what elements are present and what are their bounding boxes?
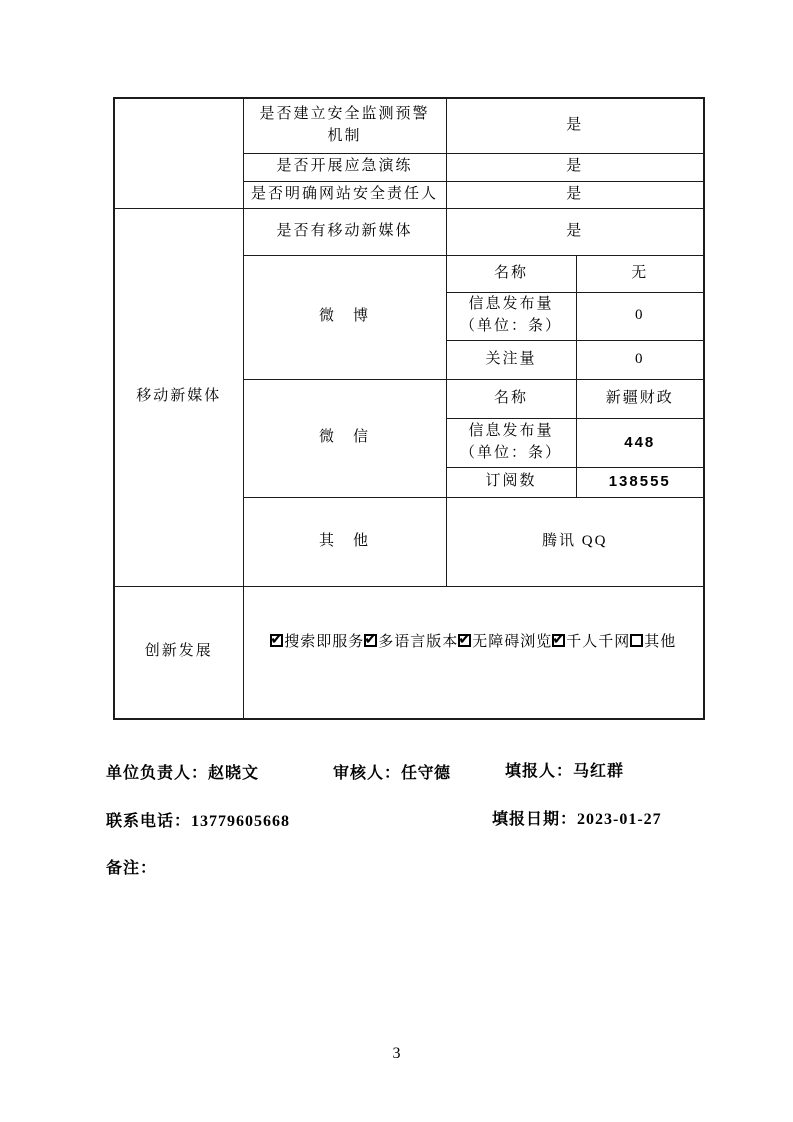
- emergency-drill-label: 是否开展应急演练: [243, 153, 446, 181]
- innovation-option-3: [552, 632, 630, 654]
- page-number: 3: [392, 1045, 401, 1062]
- emergency-drill-value: 是: [446, 153, 704, 181]
- reviewer-label: 审核人：: [333, 765, 402, 782]
- unit-head-line: [106, 760, 259, 783]
- date-label: 填报日期：: [492, 811, 578, 828]
- weibo-followers-value: 0: [576, 340, 704, 379]
- wechat-name-label: 名称: [446, 379, 576, 418]
- checkbox-checked-icon[interactable]: [552, 634, 565, 647]
- date-value: 2023-01-27: [577, 811, 662, 828]
- other-media-value: 腾讯 QQ: [446, 497, 704, 586]
- innovation-option-0: [270, 632, 364, 654]
- innovation-items: [246, 632, 702, 654]
- security-monitor-label: 是否建立安全监测预警 机制: [243, 98, 446, 153]
- checkbox-checked-icon[interactable]: [458, 634, 471, 647]
- weibo-publish-value: 0: [576, 292, 704, 340]
- weibo-label: 微 博: [243, 255, 446, 379]
- weibo-name-label: 名称: [446, 255, 576, 292]
- weibo-name-value: 无: [576, 255, 704, 292]
- wechat-subs-value: 138555: [576, 467, 704, 497]
- weibo-followers-label: 关注量: [446, 340, 576, 379]
- date-line: [492, 806, 662, 829]
- security-monitor-value: 是: [446, 98, 704, 153]
- wechat-subs-label: 订阅数: [446, 467, 576, 497]
- section-cell-empty: [114, 98, 243, 208]
- innovation-option-2: [458, 632, 552, 654]
- remarks-label: 备注：: [106, 860, 158, 877]
- filler-line: [505, 758, 624, 781]
- section-cell-mobile-media: 移动新媒体: [114, 208, 243, 586]
- unit-head-label: 单位负责人：: [106, 765, 209, 782]
- wechat-publish-label: 信息发布量 （单位：条）: [446, 418, 576, 467]
- innovation-option-label: 多语言版本: [378, 634, 459, 651]
- checkbox-unchecked-icon[interactable]: [630, 634, 643, 647]
- checkbox-checked-icon[interactable]: [364, 634, 377, 647]
- unit-head-name: 赵晓文: [208, 765, 260, 782]
- innovation-option-label: 搜索即服务: [284, 634, 365, 651]
- has-mobile-media-value: 是: [446, 208, 704, 255]
- section-cell-innovation: 创新发展: [114, 586, 243, 719]
- reviewer-name: 任守德: [401, 765, 451, 782]
- phone-line: [106, 808, 290, 831]
- innovation-option-label: 其他: [644, 634, 677, 651]
- wechat-name-value: 新疆财政: [576, 379, 704, 418]
- phone-value: 13779605668: [191, 813, 291, 830]
- report-table: [113, 97, 705, 720]
- wechat-publish-value: 448: [576, 418, 704, 467]
- phone-label: 联系电话：: [106, 813, 192, 830]
- other-media-label: 其 他: [243, 497, 446, 586]
- filler-label: 填报人：: [505, 763, 574, 780]
- innovation-option-label: 千人千网: [566, 634, 631, 651]
- has-mobile-media-label: 是否有移动新媒体: [243, 208, 446, 255]
- innovation-option-4: [630, 632, 676, 654]
- filler-name: 马红群: [573, 763, 625, 780]
- checkbox-checked-icon[interactable]: [270, 634, 283, 647]
- weibo-publish-label: 信息发布量 （单位：条）: [446, 292, 576, 340]
- security-officer-value: 是: [446, 181, 704, 208]
- innovation-option-label: 无障碍浏览: [472, 634, 553, 651]
- reviewer-line: [333, 760, 451, 783]
- innovation-option-1: [364, 632, 458, 654]
- wechat-label: 微 信: [243, 379, 446, 497]
- security-officer-label: 是否明确网站安全责任人: [243, 181, 446, 208]
- innovation-options-cell: [243, 586, 704, 719]
